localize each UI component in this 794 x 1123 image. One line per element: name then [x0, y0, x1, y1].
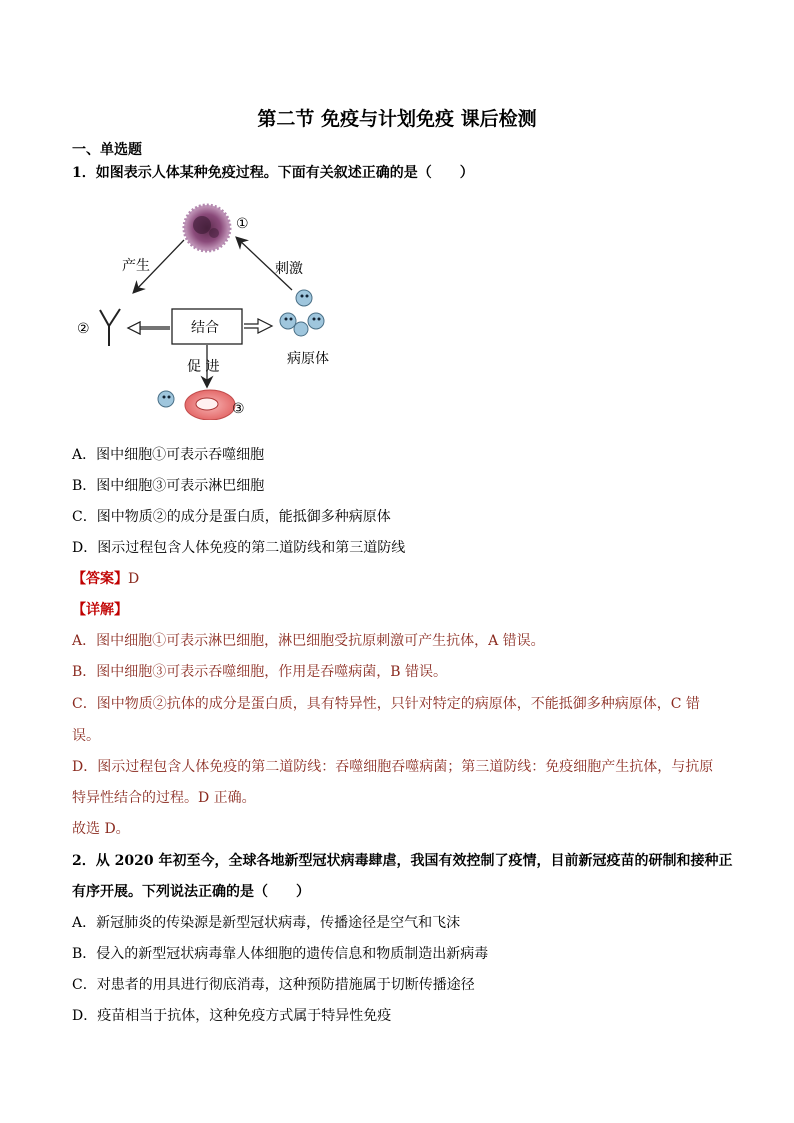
label-bind: 结合 [191, 320, 219, 336]
pathogen-icon [280, 290, 324, 336]
q2-option-b: B．侵入的新型冠状病毒靠人体细胞的遗传信息和物质制造出新病毒 [72, 946, 489, 962]
answer-value: D [128, 571, 140, 587]
label-antibody-2: ② [77, 321, 90, 337]
detail-line: 特异性结合的过程。D 正确。 [72, 790, 256, 806]
detail-line: A．图中细胞①可表示淋巴细胞，淋巴细胞受抗原刺激可产生抗体，A 错误。 [72, 633, 545, 649]
q2-option-d: D．疫苗相当于抗体，这种免疫方式属于特异性免疫 [72, 1008, 392, 1024]
q1-option-a: A．图中细胞①可表示吞噬细胞 [72, 447, 265, 463]
answer-tag: 【答案】 [72, 571, 128, 587]
label-cell-3: ③ [232, 401, 245, 417]
question-2-stem: 2．从 2020 年初至今，全球各地新型冠状病毒肆虐，我国有效控制了疫情，目前新冠疫苗的研制和接种正 [72, 853, 733, 869]
detail-line: D．图示过程包含人体免疫的第二道防线：吞噬细胞吞噬病菌；第三道防线：免疫细胞产生抗体，与抗原 [72, 759, 714, 775]
q1-option-b: B．图中细胞③可表示淋巴细胞 [72, 478, 265, 494]
q2-option-a: A．新冠肺炎的传染源是新型冠状病毒，传播途径是空气和飞沫 [72, 915, 461, 931]
answer-line [72, 569, 139, 589]
detail-tag: 【详解】 [72, 602, 128, 618]
detail-line: 故选 D。 [72, 821, 130, 837]
q2-option-c: C．对患者的用具进行彻底消毒，这种预防措施属于切断传播途径 [72, 977, 475, 993]
phagocyte-cell-icon [185, 390, 235, 420]
detail-line: C．图中物质②抗体的成分是蛋白质，具有特异性，只针对特定的病原体，不能抵御多种病原体，C 错 [72, 696, 700, 712]
q1-option-c: C．图中物质②的成分是蛋白质，能抵御多种病原体 [72, 509, 391, 525]
page-title: 第二节 免疫与计划免疫 课后检测 [257, 108, 537, 130]
detail-line: 误。 [72, 728, 100, 744]
question-2-stem: 有序开展。下列说法正确的是（ ） [72, 884, 310, 900]
immune-process-diagram [60, 195, 360, 420]
detail-line: B．图中细胞③可表示吞噬细胞，作用是吞噬病菌，B 错误。 [72, 664, 448, 680]
section-heading: 一、单选题 [72, 142, 142, 158]
label-promote: 促 进 [187, 359, 220, 375]
label-cell-1: ① [236, 216, 249, 232]
lymphocyte-cell-icon [184, 205, 230, 251]
q1-option-d: D．图示过程包含人体免疫的第二道防线和第三道防线 [72, 540, 406, 556]
question-1-stem: 1．如图表示人体某种免疫过程。下面有关叙述正确的是（ ） [72, 165, 474, 181]
label-produce: 产生 [122, 258, 150, 274]
label-pathogen: 病原体 [287, 351, 329, 367]
antibody-icon [100, 309, 120, 346]
label-stimulate: 刺激 [275, 261, 303, 277]
small-pathogen-icon [158, 391, 174, 407]
